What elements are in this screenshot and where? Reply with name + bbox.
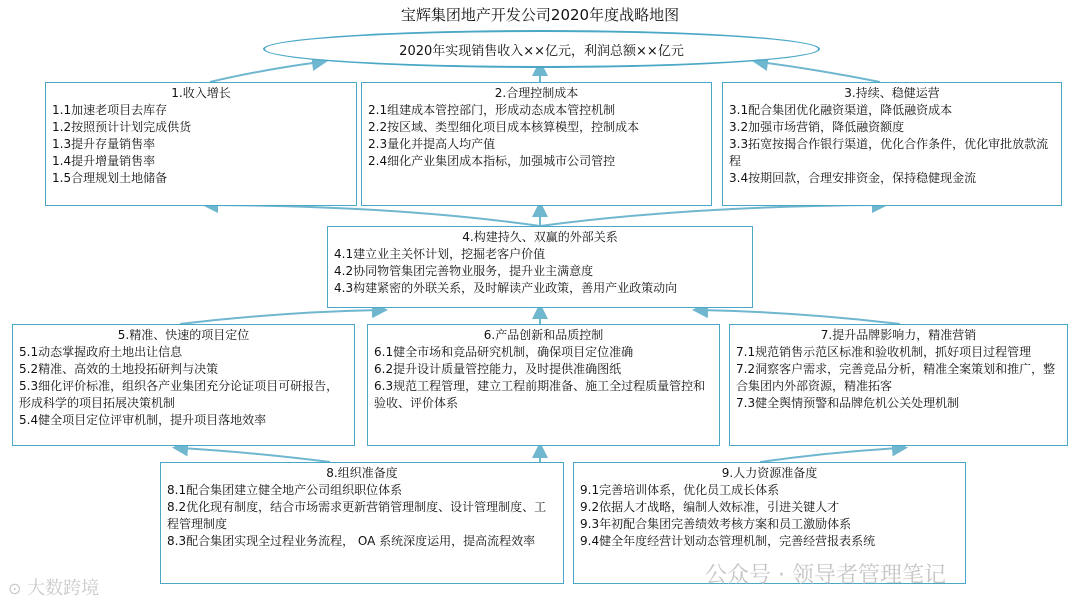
box-item: 2.4细化产业集团成本指标，加强城市公司管控 [368,154,616,168]
watermark-text: 公众号 · 领导者管理笔记 [705,563,946,588]
box-item: 6.3规范工程管理，建立工程前期准备、施工全过程质量管控和验收、评价体系 [374,379,706,410]
box-heading: 1.收入增长 [171,86,231,100]
box-item: 8.3配合集团实现全过程业务流程， OA 系统深度运用，提高流程效率 [167,534,536,548]
box-item: 9.3年初配合集团完善绩效考核方案和员工激励体系 [580,517,852,531]
box-item: 7.3健全舆情预警和品牌危机公关处理机制 [736,396,960,410]
box-organization-readiness [160,462,564,584]
box-heading: 2.合理控制成本 [494,86,579,100]
box-item: 6.2提升设计质量管控能力，及时提供准确图纸 [374,362,622,376]
box-brand-marketing [729,324,1068,446]
box-cost-control [361,82,712,206]
page-title: 宝辉集团地产开发公司2020年度战略地图 [400,6,680,24]
box-item: 5.1动态掌握政府土地出让信息 [19,345,183,359]
box-project-positioning [12,324,355,446]
box-item: 2.1组建成本管控部门，形成动态成本管控机制 [368,103,616,117]
box-heading: 4.构建持久、双赢的外部关系 [462,230,618,244]
box-item: 1.2按照预计计划完成供货 [52,120,192,134]
watermark-icon: ⊙ [8,579,22,598]
watermark-account [705,558,946,589]
box-item: 9.2依据人才战略，编制人效标准，引进关键人才 [580,500,840,514]
strategic-goal-ellipse: 2020年实现销售收入××亿元，利润总额××亿元 [263,30,820,68]
watermark-text: 大数跨境 [27,578,100,599]
box-item: 1.5合理规划土地储备 [52,171,168,185]
box-item: 1.3提升存量销售率 [52,137,156,151]
box-item: 7.1规范销售示范区标准和验收机制，抓好项目过程管理 [736,345,1032,359]
box-item: 5.3细化评价标准，组织各产业集团充分论证项目可研报告，形成科学的项目拓展决策机制 [19,379,339,410]
box-item: 9.1完善培训体系，优化员工成长体系 [580,483,780,497]
box-heading: 3.持续、稳健运营 [844,86,940,100]
box-item: 8.2优化现有制度，结合市场需求更新营销管理制度、设计管理制度、工程管理制度 [167,500,547,531]
box-item: 5.2精准、高效的土地投拓研判与决策 [19,362,219,376]
box-external-relations [327,226,753,308]
watermark-logo [8,574,99,600]
box-heading: 7.提升品牌影响力，精准营销 [820,328,977,342]
box-heading: 9.人力资源准备度 [721,466,818,480]
box-item: 1.1加速老项目去库存 [52,103,168,117]
box-heading: 8.组织准备度 [326,466,398,480]
box-item: 4.2协同物管集团完善物业服务，提升业主满意度 [334,264,594,278]
box-item: 2.2按区域、类型细化项目成本核算模型，控制成本 [368,120,640,134]
box-item: 1.4提升增量销售率 [52,154,156,168]
box-item: 4.3构建紧密的外联关系，及时解读产业政策，善用产业政策动向 [334,281,678,295]
box-item: 8.1配合集团建立健全地产公司组织职位体系 [167,483,403,497]
box-heading: 6.产品创新和品质控制 [483,328,604,342]
box-item: 6.1健全市场和竞品研究机制，确保项目定位准确 [374,345,634,359]
box-item: 2.3量化并提高人均产值 [368,137,496,151]
box-item: 3.1配合集团优化融资渠道，降低融资成本 [729,103,953,117]
box-revenue-growth [45,82,357,206]
box-item: 4.1建立业主关怀计划，挖掘老客户价值 [334,247,546,261]
box-item: 3.3拓宽按揭合作银行渠道，优化合作条件，优化审批放款流程 [729,137,1049,168]
box-item: 3.4按期回款，合理安排资金，保持稳健现金流 [729,171,977,185]
box-item: 5.4健全项目定位评审机制，提升项目落地效率 [19,413,267,427]
box-item: 3.2加强市场营销，降低融资额度 [729,120,905,134]
box-product-innovation [367,324,720,446]
box-stable-operation [722,82,1062,206]
box-item: 7.2洞察客户需求，完善竞品分析，精准全案策划和推广，整合集团内外部资源，精准拓客 [736,362,1056,393]
box-heading: 5.精准、快速的项目定位 [117,328,250,342]
box-item: 9.4健全年度经营计划动态管理机制，完善经营报表系统 [580,534,876,548]
